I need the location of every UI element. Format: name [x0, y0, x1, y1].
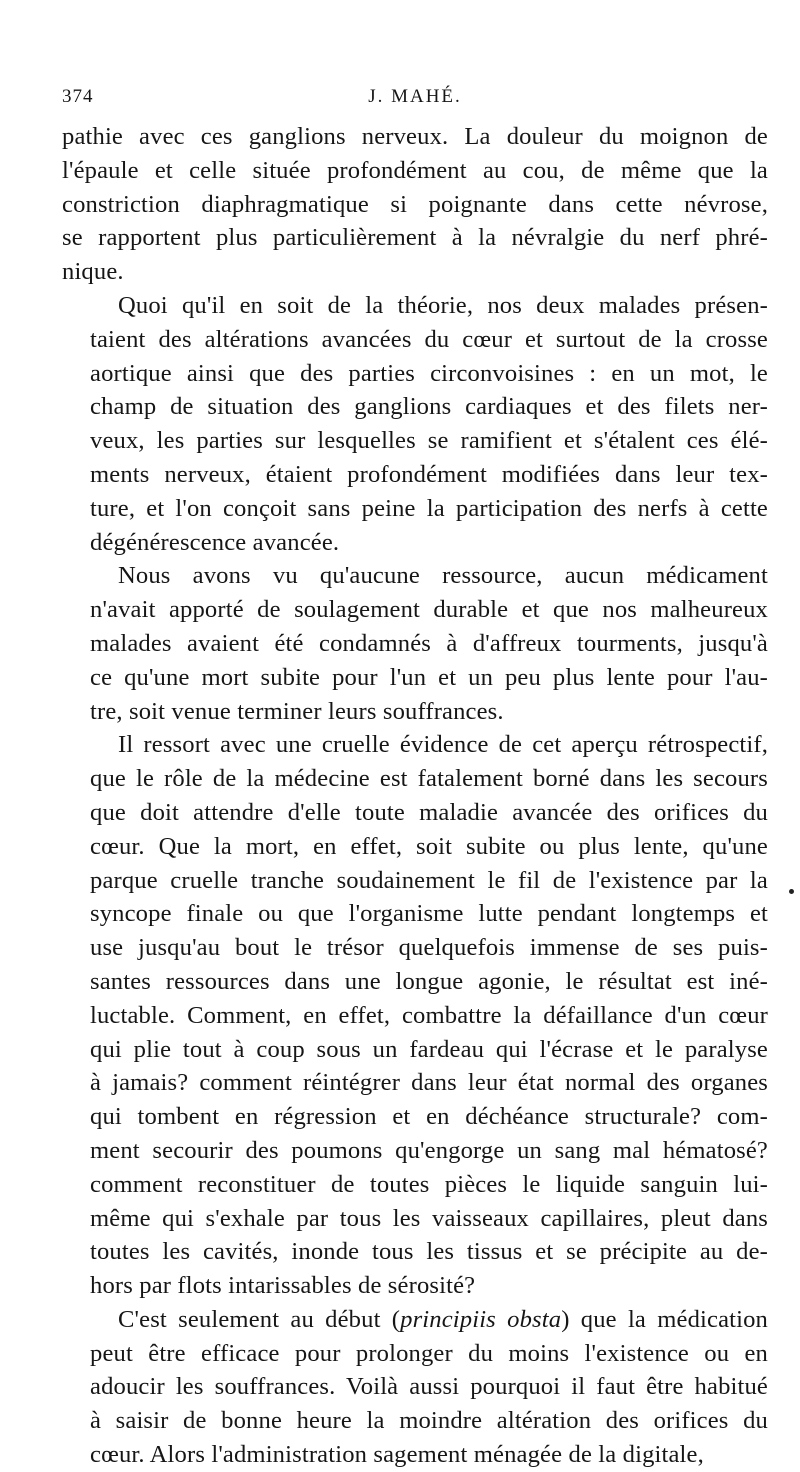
text-line: Quoi qu'il en soit de la théorie, nos deux malades présen-	[118, 291, 768, 319]
text-line: santes ressources dans une longue agonie, le résultat est iné-	[90, 967, 768, 995]
text-line: veux, les parties sur lesquelles se ramifient et s'étalent ces élé-	[90, 427, 768, 455]
text-line: qui plie tout à coup sous un fardeau qui l'écrase et le paralyse	[90, 1035, 768, 1063]
text-line: comment reconstituer de toutes pièces le liquide sanguin lui-	[90, 1170, 768, 1198]
text-line: luctable. Comment, en effet, combattre la défaillance d'un cœur	[90, 1001, 768, 1029]
text-line: dégénérescence avancée.	[90, 528, 340, 556]
text-line: se rapportent plus particulièrement à la névralgie du nerf phré-	[62, 224, 768, 252]
text-line: toutes les cavités, inonde tous les tissus et se précipite au de-	[90, 1238, 768, 1266]
body-text	[62, 120, 768, 1472]
text-line: C'est seulement au début (principiis obsta) que la médication	[118, 1305, 768, 1333]
text-line: nique.	[62, 258, 124, 286]
text-line: cœur. Alors l'administration sagement ménagée de la digitale,	[90, 1441, 704, 1469]
text-line: n'avait apporté de soulagement durable et que nos malheureux	[90, 596, 768, 624]
text-line: à jamais? comment réintégrer dans leur état normal des organes	[90, 1069, 768, 1097]
text-line: pathie avec ces ganglions nerveux. La douleur du moignon de	[62, 123, 768, 150]
page-number: 374	[62, 86, 94, 107]
text-line: cœur. Que la mort, en effet, soit subite ou plus lente, qu'une	[90, 832, 768, 860]
text-line: que doit attendre d'elle toute maladie avancée des orifices du	[90, 798, 768, 826]
text-line: syncope finale ou que l'organisme lutte pendant longtemps et	[90, 900, 768, 928]
running-header	[62, 86, 768, 110]
running-head-author: J. MAHÉ.	[368, 86, 462, 107]
text-line: ments nerveux, étaient profondément modifiées dans leur tex-	[90, 460, 768, 488]
text-line: ce qu'une mort subite pour l'un et un peu plus lente pour l'au-	[90, 663, 768, 691]
paragraph	[62, 728, 768, 1303]
paragraph	[62, 289, 768, 559]
text-line: taient des altérations avancées du cœur et surtout de la crosse	[90, 325, 768, 353]
text-line: à saisir de bonne heure la moindre altération des orifices du	[90, 1407, 768, 1435]
text-line: que le rôle de la médecine est fatalement borné dans les secours	[90, 765, 768, 793]
text-line: peut être efficace pour prolonger du moins l'existence ou en	[90, 1339, 768, 1367]
text-line: tre, soit venue terminer leurs souffrances.	[90, 697, 504, 725]
paragraph	[62, 559, 768, 728]
text-line: Nous avons vu qu'aucune ressource, aucun médicament	[118, 562, 768, 590]
text-line: champ de situation des ganglions cardiaques et des filets ner-	[90, 393, 768, 421]
text-line: l'épaule et celle située profondément au cou, de même que la	[62, 156, 768, 184]
text-line: même qui s'exhale par tous les vaisseaux capillaires, pleut dans	[90, 1204, 768, 1232]
text-line: Il ressort avec une cruelle évidence de cet aperçu rétrospectif,	[118, 731, 768, 759]
text-line: qui tombent en régression et en déchéance structurale? com-	[90, 1103, 768, 1131]
paragraph	[62, 120, 768, 289]
text-line: adoucir les souffrances. Voilà aussi pourquoi il faut être habitué	[90, 1373, 768, 1401]
print-speck	[789, 889, 794, 894]
text-line: ment secourir des poumons qu'engorge un sang mal hématosé?	[90, 1136, 768, 1164]
book-page	[62, 86, 768, 1472]
text-line: use jusqu'au bout le trésor quelquefois immense de ses puis-	[90, 934, 768, 962]
text-line: hors par flots intarissables de sérosité?	[90, 1272, 476, 1300]
text-line: parque cruelle tranche soudainement le fil de l'existence par la	[90, 866, 768, 894]
text-line: malades avaient été condamnés à d'affreux tourments, jusqu'à	[90, 629, 768, 657]
paragraph	[62, 1303, 768, 1472]
text-line: ture, et l'on conçoit sans peine la participation des nerfs à cette	[90, 494, 768, 522]
text-line: aortique ainsi que des parties circonvoisines : en un mot, le	[90, 359, 768, 387]
text-line: constriction diaphragmatique si poignante dans cette névrose,	[62, 190, 768, 218]
latin-phrase: principiis obsta	[400, 1305, 562, 1333]
